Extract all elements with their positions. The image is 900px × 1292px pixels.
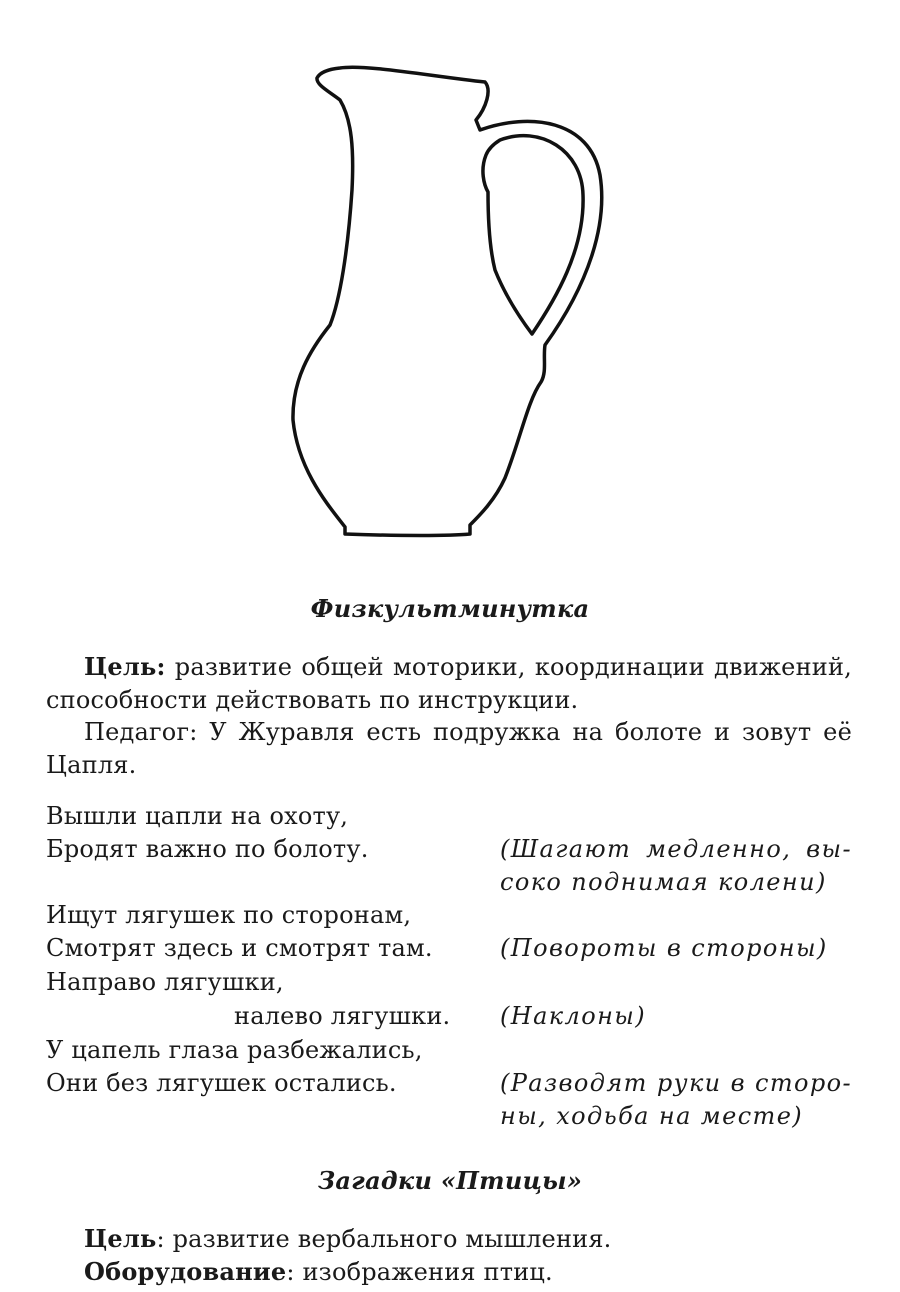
equipment-text: : изображения птиц. xyxy=(286,1258,553,1286)
poem-line: Направо лягушки, xyxy=(46,968,284,996)
stage-direction-line: (Наклоны) xyxy=(500,1002,646,1030)
section-title-fizkultminutka: Физкультминутка xyxy=(310,594,590,623)
goal-label: Цель: xyxy=(84,652,166,681)
equipment-label: Оборудование xyxy=(84,1257,287,1286)
stage-direction-line: (Разводят руки в сторо- xyxy=(500,1069,852,1097)
stage-direction xyxy=(500,1000,852,1033)
equipment-paragraph xyxy=(46,1255,852,1289)
stage-direction-line: (Повороты в стороны) xyxy=(500,934,828,962)
poem-line: У цапель глаза разбежались, xyxy=(46,1036,423,1064)
jug-outline-path xyxy=(293,67,602,535)
riddles-goal-label: Цель xyxy=(84,1224,157,1253)
jug-illustration xyxy=(285,62,610,544)
poem-line: Они без лягушек остались. xyxy=(46,1069,397,1097)
poem-line: Ищут лягушек по сторонам, xyxy=(46,901,412,929)
poem-line: Вышли цапли на охоту, xyxy=(46,802,349,830)
stage-direction-line: (Шагают медленно, вы- xyxy=(500,835,852,863)
section-title-riddles: Загадки «Птицы» xyxy=(317,1166,583,1195)
goal-text: развитие общей моторики, координации движений, способности действовать по инструкции. xyxy=(46,653,852,714)
stage-direction-line: соко поднимая колени) xyxy=(500,868,827,896)
stage-direction xyxy=(500,833,852,899)
stage-direction xyxy=(500,932,852,965)
poem-line: Бродят важно по болоту. xyxy=(46,835,369,863)
riddles-goal-text: : развитие вербального мышления. xyxy=(156,1225,612,1253)
stage-direction-line: ны, ходьба на месте) xyxy=(500,1102,804,1130)
goal-paragraph xyxy=(46,650,852,717)
poem-line: Смотрят здесь и смотрят там. xyxy=(46,934,433,962)
poem-line: налево лягушки. xyxy=(234,1002,451,1030)
teacher-paragraph: Педагог: У Журавля есть подружка на болоте и зовут её Цапля. xyxy=(46,718,852,779)
stage-direction xyxy=(500,1067,852,1133)
riddles-goal-paragraph xyxy=(46,1222,852,1256)
